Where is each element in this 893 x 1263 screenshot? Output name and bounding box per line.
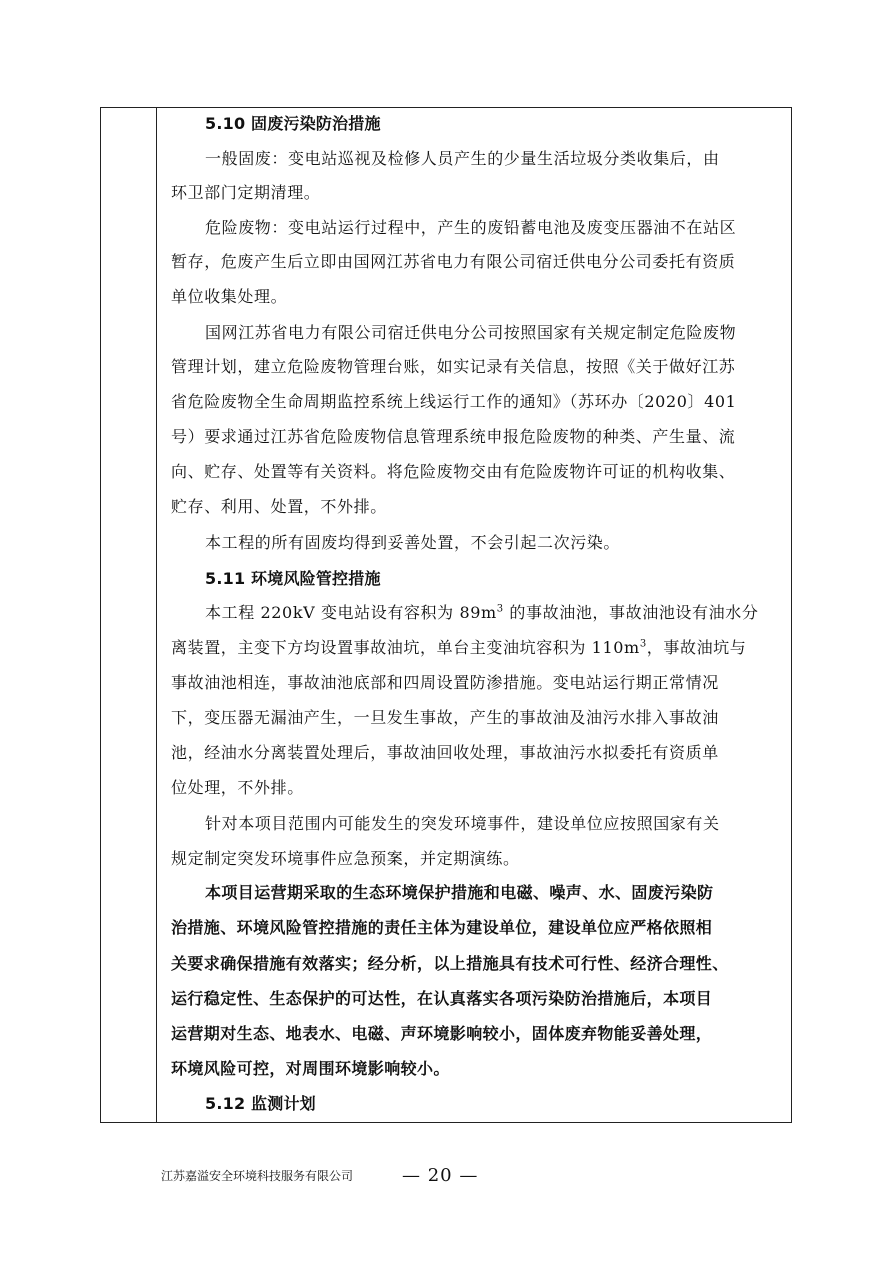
paragraph-line: 管理计划，建立危险废物管理台账，如实记录有关信息，按照《关于做好江苏 — [171, 357, 736, 376]
conclusion-line: 运营期对生态、地表水、电磁、声环境影响较小，固体废弃物能妥善处理， — [171, 1024, 713, 1043]
paragraph-line: 一般固废：变电站巡视及检修人员产生的少量生活垃圾分类收集后，由 — [205, 149, 720, 168]
conclusion-line: 本项目运营期采取的生态环境保护措施和电磁、噪声、水、固废污染防 — [205, 883, 714, 902]
paragraph-line: 号）要求通过江苏省危险废物信息管理系统申报危险废物的种类、产生量、流 — [171, 427, 736, 446]
conclusion-line: 关要求确保措施有效落实；经分析，以上措施具有技术可行性、经济合理性、 — [171, 954, 729, 973]
paragraph-line: 事故油池相连，事故油池底部和四周设置防渗措施。变电站运行期正常情况 — [171, 673, 719, 692]
paragraph-line: 暂存，危废产生后立即由国网江苏省电力有限公司宿迁供电分公司委托有资质 — [171, 252, 736, 271]
paragraph-line: 环卫部门定期清理。 — [171, 183, 321, 202]
footer-company-name: 江苏嘉溢安全环境科技服务有限公司 — [161, 1169, 354, 1183]
paragraph-line: 本工程的所有固废均得到妥善处置，不会引起二次污染。 — [205, 533, 621, 552]
conclusion-line: 治措施、环境风险管控措施的责任主体为建设单位，建设单位应严格依照相 — [171, 918, 713, 937]
paragraph-line: 单位收集处理。 — [171, 287, 288, 306]
paragraph-line: 位处理，不外排。 — [171, 778, 304, 797]
section-heading-5-10: 5.10 固废污染防治措施 — [205, 114, 381, 133]
paragraph-line: 下，变压器无漏油产生，一旦发生事故，产生的事故油及油污水排入事故油 — [171, 708, 719, 727]
paragraph-line: 规定制定突发环境事件应急预案，并定期演练。 — [171, 849, 520, 868]
paragraph-line: 本工程 220kV 变电站设有容积为 $89m^3$ 的事故油池，事故油池设有油水分 — [205, 603, 759, 622]
column-divider — [156, 107, 157, 1123]
paragraph-line: 池，经油水分离装置处理后，事故油回收处理，事故油污水拟委托有资质单 — [171, 743, 719, 762]
page-number: — 20 — — [402, 1165, 479, 1186]
paragraph-line: 针对本项目范围内可能发生的突发环境事件，建设单位应按照国家有关 — [205, 814, 720, 833]
section-heading-5-12: 5.12 监测计划 — [205, 1094, 316, 1113]
paragraph-line: 危险废物：变电站运行过程中，产生的废铅蓄电池及废变压器油不在站区 — [205, 218, 737, 237]
paragraph-line: 离装置，主变下方均设置事故油坑，单台主变油坑容积为 $110m^3$，事故油坑与 — [171, 638, 747, 657]
conclusion-line: 环境风险可控，对周围环境影响较小。 — [171, 1059, 450, 1078]
paragraph-line: 向、贮存、处置等有关资料。将危险废物交由有危险废物许可证的机构收集、 — [171, 462, 736, 481]
paragraph-line: 国网江苏省电力有限公司宿迁供电分公司按照国家有关规定制定危险废物 — [205, 323, 737, 342]
paragraph-line: 贮存、利用、处置，不外排。 — [171, 497, 387, 516]
conclusion-line: 运行稳定性、生态保护的可达性，在认真落实各项污染防治措施后，本项目 — [171, 989, 713, 1008]
section-heading-5-11: 5.11 环境风险管控措施 — [205, 569, 381, 588]
paragraph-line: 省危险废物全生命周期监控系统上线运行工作的通知》（苏环办〔2020〕401 — [171, 392, 737, 411]
